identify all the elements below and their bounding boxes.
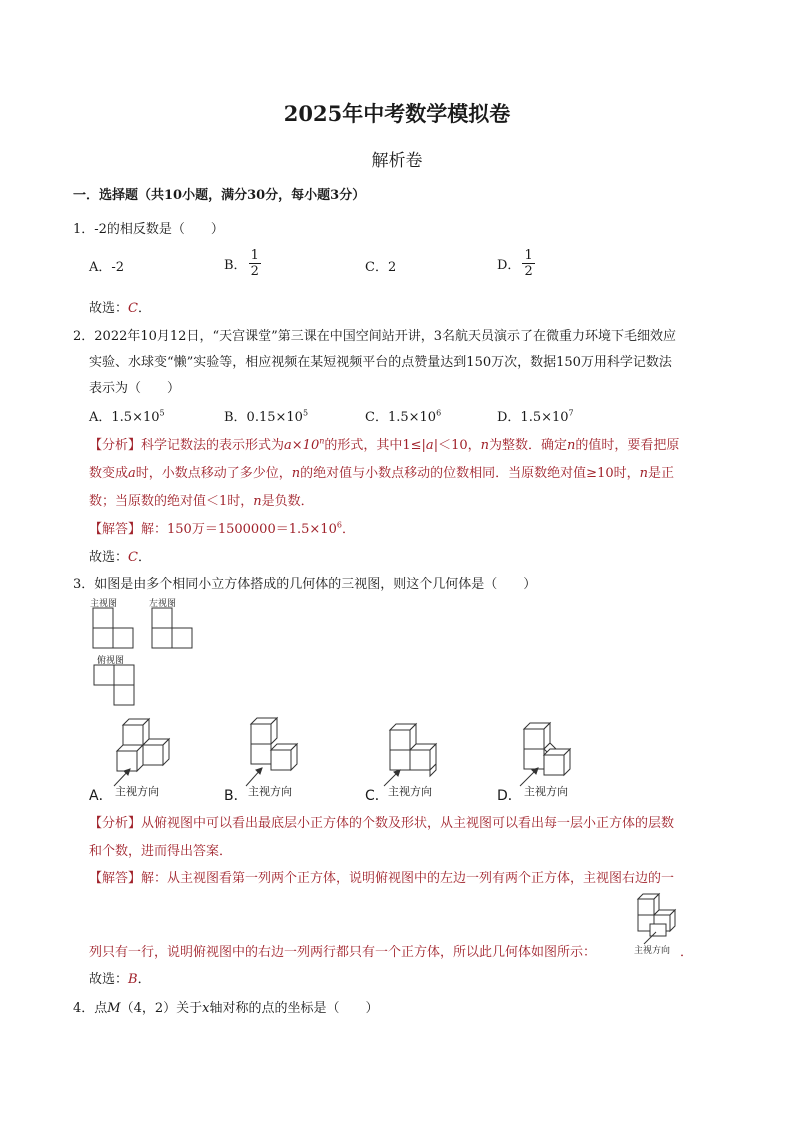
left-view-drawing (152, 608, 192, 648)
top-view-drawing (94, 665, 134, 705)
analysis-text: 从俯视图中可以看出最底层小正方体的个数及形状，从主视图可以看出每一层小正方体的层数 (141, 816, 675, 831)
front-view-drawing (93, 608, 133, 648)
analysis-text: 和个数，进而得出答案． (89, 844, 233, 859)
fraction-denominator: 2 (250, 264, 259, 279)
q3-option-b-label: B． (224, 788, 248, 804)
option-d-solid (524, 723, 570, 775)
q3-option-d-direction: 主视方向 (524, 785, 568, 798)
analysis-exponent: n (319, 436, 325, 446)
answer-suffix: ． (137, 550, 151, 565)
top-view-label: 俯视图 (97, 656, 125, 666)
section-heading: 一．选择题（共10小题，满分30分，每小题3分） (73, 188, 366, 203)
answer-prefix: 故选： (89, 301, 129, 316)
analysis-text: 科学记数法的表示形式为 (141, 438, 285, 453)
q1-option-c: C．2 (365, 260, 397, 275)
q3-option-b-direction: 主视方向 (248, 785, 292, 798)
solution-text: 解：从主视图看第一列两个正方体，说明俯视图中的左边一列有两个正方体，主视图右边的一 (141, 871, 675, 886)
solution-exponent: 6 (336, 520, 342, 530)
option-text: D．1.5×10 (497, 410, 569, 425)
stem-text: 轴对称的点的坐标是（ ） (209, 1001, 379, 1016)
q1-option-d-label: D． (497, 258, 521, 273)
analysis-text: 数；当原数的绝对值＜1时， (89, 494, 254, 509)
analysis-tag: 【分析】 (89, 816, 142, 831)
option-text: A．1.5×10 (89, 410, 160, 425)
fraction-numerator: 1 (524, 248, 533, 263)
analysis-math: a×10 (284, 438, 320, 453)
option-b-solid (251, 718, 297, 770)
q3-option-d-label: D． (497, 788, 522, 804)
q4-stem (73, 997, 379, 1016)
solution-solid (638, 894, 675, 944)
analysis-text: 是负数． (261, 494, 314, 509)
answer-letter: C (128, 301, 138, 316)
page-title: 2025年中考数学模拟卷 (283, 101, 511, 126)
solution-text: 列只有一行，说明俯视图中的右边一列两行都只有一个正方体，所以此几何体如图所示： (89, 945, 597, 960)
analysis-text: 数变成 (89, 466, 129, 481)
q3-option-c-label: C． (365, 788, 389, 804)
analysis-math: a (128, 466, 136, 481)
option-text: B．0.15×10 (224, 410, 303, 425)
q2-stem-line1: 2．2022年10月12日，“天宫课堂”第三课在中国空间站开讲，3名航天员演示了在微重力环境下毛细效应 (73, 329, 677, 344)
q1-option-b-label: B． (224, 258, 247, 273)
analysis-math: n (567, 438, 576, 453)
q3-stem: 3．如图是由多个相同小立方体搭成的几何体的三视图，则这个几何体是（ ） (73, 577, 537, 592)
q2-stem-line2: 实验、水球变“懒”实验等，相应视频在某短视频平台的点赞量达到150万次，数据150万用科学记数法 (89, 355, 672, 370)
analysis-text: 的形式，其中1≤| (324, 438, 426, 453)
exponent: 5 (302, 408, 309, 418)
analysis-text: 的值时，要看把原 (575, 438, 680, 453)
q1-option-a: A．-2 (89, 260, 125, 275)
solution-direction-label: 主视方向 (634, 946, 671, 956)
q1-stem: 1．-2的相反数是（ ） (73, 222, 224, 237)
exponent: 7 (568, 408, 574, 418)
q3-solution-line2 (89, 941, 596, 960)
answer-suffix: ． (137, 301, 151, 316)
exponent: 6 (436, 408, 442, 418)
q3-option-a-direction: 主视方向 (115, 785, 159, 798)
stem-math: M (107, 1001, 121, 1016)
answer-letter: B (128, 972, 138, 987)
fraction-denominator: 2 (524, 264, 533, 279)
q3-solution-line1 (89, 867, 674, 886)
q3-option-c-direction: 主视方向 (388, 785, 432, 798)
q3-analysis-line1 (89, 812, 674, 831)
answer-prefix: 故选： (89, 972, 129, 987)
direction-arrows (114, 768, 538, 786)
answer-prefix: 故选： (89, 550, 129, 565)
solution-end: ． (341, 522, 355, 537)
q3-analysis-line2 (89, 840, 232, 859)
option-text: C．1.5×10 (365, 410, 437, 425)
q3-answer (89, 968, 151, 987)
analysis-text: 的绝对值与小数点移动的位数相同．当原数绝对值≥10时， (300, 466, 640, 481)
fraction-numerator: 1 (250, 248, 259, 263)
analysis-text: 是正 (647, 466, 674, 481)
solution-tag: 【解答】 (89, 871, 142, 886)
solution-text: 解：150万＝1500000＝1.5×10 (141, 522, 337, 537)
analysis-math: n (253, 494, 262, 509)
front-view-label: 主视图 (90, 599, 118, 609)
analysis-math: a (425, 438, 434, 453)
analysis-math: n (480, 438, 489, 453)
q3-option-a-label: A． (89, 788, 113, 804)
stem-math: x (202, 1001, 210, 1016)
q2-stem-line3: 表示为（ ） (89, 381, 181, 396)
q3-solution-end: ． (680, 945, 694, 960)
exponent: 5 (159, 408, 165, 418)
analysis-math: n (291, 466, 301, 481)
analysis-text: |＜10， (433, 438, 481, 453)
option-c-solid (390, 724, 436, 776)
left-view-label: 左视图 (149, 599, 177, 609)
option-a-solid (117, 719, 169, 771)
answer-suffix: ． (137, 972, 151, 987)
analysis-text: 为整数．确定 (489, 438, 568, 453)
analysis-math: n (639, 466, 648, 481)
analysis-tag: 【分析】 (89, 438, 142, 453)
answer-letter: C (128, 550, 138, 565)
solution-tag: 【解答】 (89, 522, 142, 537)
analysis-text: 时，小数点移动了多少位， (135, 466, 292, 481)
stem-text: 4．点 (73, 1001, 108, 1016)
stem-text: （4，2）关于 (120, 1001, 203, 1016)
page-subtitle: 解析卷 (371, 151, 423, 171)
